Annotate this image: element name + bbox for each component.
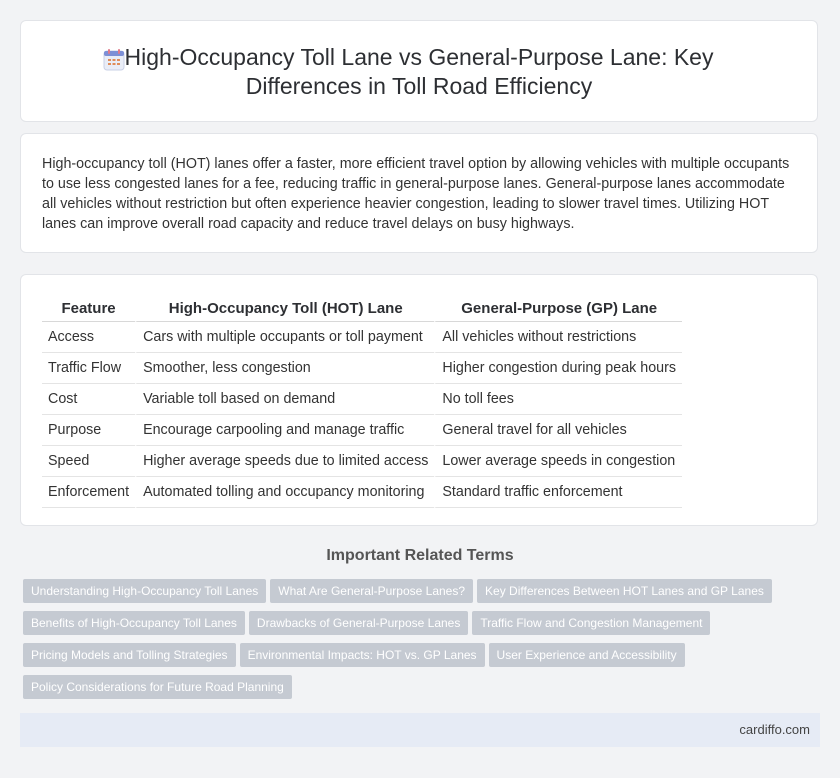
table-row (42, 322, 682, 353)
related-term-tag[interactable]: User Experience and Accessibility (489, 643, 685, 667)
related-terms-title: Important Related Terms (326, 547, 514, 564)
table-cell: Lower average speeds in congestion (434, 446, 682, 477)
table-cell: Variable toll based on demand (135, 384, 434, 415)
table-cell: No toll fees (434, 384, 682, 415)
intro-card (20, 133, 818, 253)
intro-paragraph: High-occupancy toll (HOT) lanes offer a faster, more efficient travel option by allowing vehicles with multiple occupants to use less congested lanes for a fee, reducing traffic in general-purpose lanes. General-purpose lanes accommodate all vehicles without restriction but often experience heavier congestion, leading to slower travel times. Utilizing HOT lanes can improve overall road capacity and reduce travel delays on busy highways. (42, 156, 790, 232)
related-term-tag[interactable]: What Are General-Purpose Lanes? (270, 579, 473, 603)
table-cell: General travel for all vehicles (434, 415, 682, 446)
related-term-tag[interactable]: Understanding High-Occupancy Toll Lanes (23, 579, 266, 603)
related-term-tag[interactable]: Environmental Impacts: HOT vs. GP Lanes (240, 643, 485, 667)
table-cell: All vehicles without restrictions (434, 322, 682, 353)
column-header-gp-lane: General-Purpose (GP) Lane (434, 295, 682, 322)
related-terms-list (23, 579, 803, 707)
footer (20, 713, 820, 747)
table-cell: Cost (42, 384, 135, 415)
related-term-tag[interactable]: Traffic Flow and Congestion Management (472, 611, 710, 635)
table-cell: Standard traffic enforcement (434, 477, 682, 508)
related-term-tag[interactable]: Key Differences Between HOT Lanes and GP Lanes (477, 579, 772, 603)
table-cell: Access (42, 322, 135, 353)
table-cell: Enforcement (42, 477, 135, 508)
table-header-row (42, 295, 682, 322)
table-row (42, 353, 682, 384)
table-cell: Higher average speeds due to limited access (135, 446, 434, 477)
related-term-tag[interactable]: Benefits of High-Occupancy Toll Lanes (23, 611, 245, 635)
table-cell: Cars with multiple occupants or toll payment (135, 322, 434, 353)
table-cell: Encourage carpooling and manage traffic (135, 415, 434, 446)
table-cell: Speed (42, 446, 135, 477)
column-header-hot-lane: High-Occupancy Toll (HOT) Lane (135, 295, 434, 322)
table-row (42, 477, 682, 508)
table-cell: Automated tolling and occupancy monitoring (135, 477, 434, 508)
comparison-table-card (20, 274, 818, 526)
table-cell: Purpose (42, 415, 135, 446)
table-cell: Smoother, less congestion (135, 353, 434, 384)
table-row (42, 446, 682, 477)
table-row (42, 415, 682, 446)
page-title: High-Occupancy Toll Lane vs General-Purpose Lane: Key Differences in Toll Road Efficiency (124, 44, 714, 99)
table-cell: Higher congestion during peak hours (434, 353, 682, 384)
table-row (42, 384, 682, 415)
footer-site-link[interactable]: cardiffo.com (739, 722, 810, 737)
related-term-tag[interactable]: Drawbacks of General-Purpose Lanes (249, 611, 468, 635)
header-card (20, 20, 818, 122)
comparison-table (42, 295, 682, 508)
related-term-tag[interactable]: Pricing Models and Tolling Strategies (23, 643, 236, 667)
table-cell: Traffic Flow (42, 353, 135, 384)
column-header-feature: Feature (42, 295, 135, 322)
related-term-tag[interactable]: Policy Considerations for Future Road Planning (23, 675, 292, 699)
